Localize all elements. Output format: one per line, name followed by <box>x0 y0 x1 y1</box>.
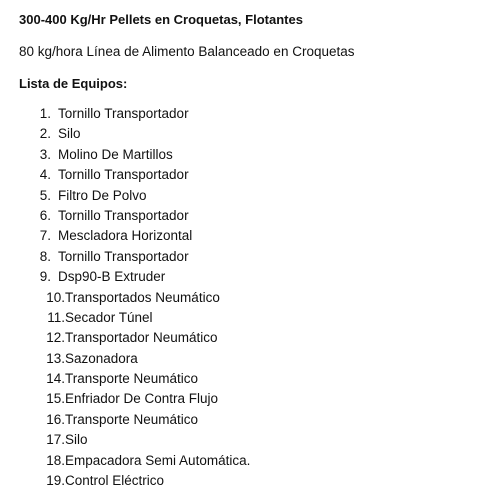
list-item <box>0 104 250 124</box>
list-item-label: Transportados Neumático <box>65 289 220 305</box>
list-item-number: 2. <box>39 126 51 142</box>
list-item <box>0 288 250 308</box>
list-item-number: 12. <box>46 330 65 346</box>
list-item <box>0 186 250 206</box>
list-item-label: Tornillo Transportador <box>58 207 189 223</box>
list-item <box>0 206 250 226</box>
list-item-label: Silo <box>65 432 88 448</box>
list-item-label: Secador Túnel <box>65 309 153 325</box>
list-item-label: Tornillo Transportador <box>58 248 189 264</box>
equipment-list <box>0 104 250 491</box>
list-item-number: 18. <box>46 452 65 468</box>
list-item <box>0 267 250 287</box>
list-item <box>0 430 250 450</box>
list-item-label: Dsp90-B Extruder <box>58 269 166 285</box>
list-item-label: Sazonadora <box>65 350 138 366</box>
list-item-number: 6. <box>39 207 51 223</box>
list-item-label: Tornillo Transportador <box>58 167 189 183</box>
list-item <box>0 369 250 389</box>
list-item <box>0 226 250 246</box>
list-item-label: Tornillo Transportador <box>58 106 189 121</box>
equipment-list-heading: Lista de Equipos: <box>19 76 128 91</box>
list-item-number: 17. <box>46 432 65 448</box>
list-item <box>0 328 250 348</box>
list-item <box>0 349 250 369</box>
list-item-number: 11. <box>47 309 65 325</box>
list-item-number: 15. <box>46 391 65 407</box>
list-item-number: 9. <box>39 269 51 285</box>
list-item-number: 10. <box>46 289 65 305</box>
document-subtitle: 80 kg/hora Línea de Alimento Balanceado en Croquetas <box>19 44 355 59</box>
list-item-label: Mescladora Horizontal <box>58 228 193 244</box>
list-item-number: 8. <box>39 248 51 264</box>
list-item-number: 3. <box>39 146 51 162</box>
list-item <box>0 451 250 471</box>
list-item <box>0 247 250 267</box>
list-item <box>0 124 250 144</box>
list-item-number: 7. <box>39 228 51 244</box>
list-item-label: Silo <box>58 126 81 142</box>
list-item-label: Filtro De Polvo <box>58 187 147 203</box>
list-item-number: 1. <box>39 106 51 121</box>
list-item <box>0 165 250 185</box>
list-item <box>0 308 250 328</box>
document-title: 300-400 Kg/Hr Pellets en Croquetas, Flotantes <box>19 12 303 27</box>
list-item <box>0 145 250 165</box>
list-item-label: Empacadora Semi Automática. <box>65 452 251 468</box>
list-item-number: 5. <box>39 187 51 203</box>
list-item-label: Molino De Martillos <box>58 146 173 162</box>
list-item-label: Transportador Neumático <box>65 330 218 346</box>
list-item <box>0 471 250 491</box>
list-item-number: 16. <box>46 411 65 427</box>
list-item-number: 19. <box>46 473 65 489</box>
list-item-label: Transporte Neumático <box>65 411 199 427</box>
list-item-number: 13. <box>46 350 65 366</box>
list-item-label: Control Eléctrico <box>65 473 165 489</box>
list-item-label: Enfriador De Contra Flujo <box>65 391 219 407</box>
list-item <box>0 410 250 430</box>
list-item <box>0 389 250 409</box>
list-item-number: 4. <box>39 167 51 183</box>
list-item-number: 14. <box>46 371 65 387</box>
list-item-label: Transporte Neumático <box>65 371 199 387</box>
